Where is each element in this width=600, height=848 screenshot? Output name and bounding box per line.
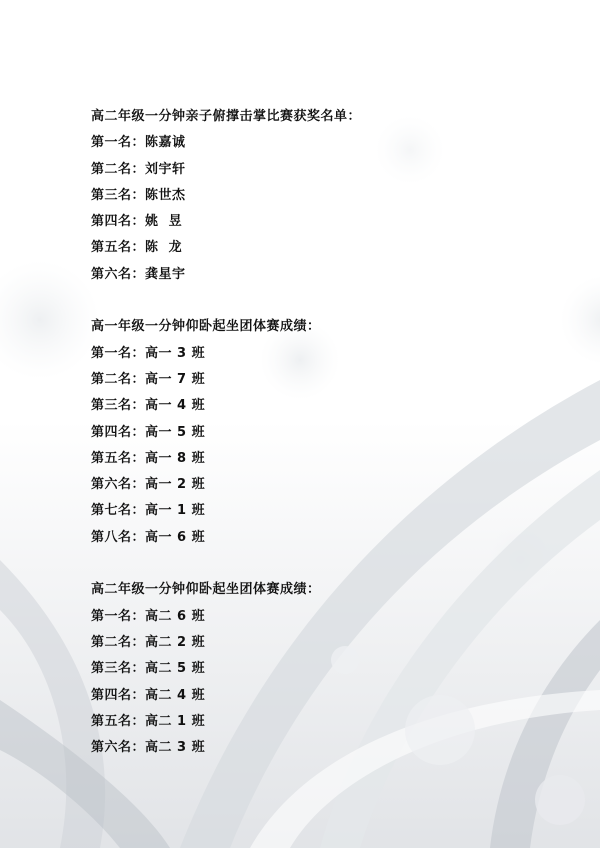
separator: ： (131, 608, 146, 624)
separator: ： (131, 477, 146, 493)
separator: ： (131, 161, 146, 177)
winner-name: 高一 5 班 (145, 424, 206, 440)
ranking-entry (91, 735, 361, 761)
ranking-entry (91, 393, 361, 419)
ranking-entry (91, 235, 361, 261)
rank-label: 第四名 (91, 687, 132, 703)
winner-name: 高二 2 班 (145, 634, 206, 650)
section-heading: 高二年级一分钟亲子俯撑击掌比赛获奖名单： (91, 109, 362, 124)
rank-label: 第三名 (91, 661, 132, 677)
separator: ： (131, 371, 146, 387)
ranking-entry (91, 472, 361, 498)
section-heading: 高二年级一分钟仰卧起坐团体赛成绩： (91, 582, 321, 598)
ranking-entry (91, 683, 361, 709)
winner-name: 高一 8 班 (145, 450, 206, 466)
winner-name: 高一 7 班 (145, 371, 206, 387)
ranking-entry (91, 367, 361, 393)
winner-name: 刘宇轩 (145, 161, 186, 177)
winner-name: 高二 5 班 (145, 661, 206, 677)
rank-label: 第七名 (91, 503, 132, 519)
ranking-entry (91, 341, 361, 367)
ranking-entry (91, 183, 361, 209)
winner-name: 陈 龙 (145, 240, 183, 256)
winner-name: 高一 4 班 (145, 398, 206, 414)
section-heading: 高一年级一分钟仰卧起坐团体赛成绩： (91, 319, 321, 335)
winner-name: 高二 6 班 (145, 608, 206, 624)
separator: ： (131, 135, 146, 151)
ranking-entry (91, 525, 361, 551)
winner-name: 高一 6 班 (145, 529, 206, 545)
rank-label: 第一名 (91, 135, 132, 151)
ranking-entry (91, 420, 361, 446)
separator: ： (131, 398, 146, 414)
separator: ： (131, 687, 146, 703)
rank-label: 第一名 (91, 345, 132, 361)
rank-label: 第八名 (91, 529, 132, 545)
separator: ： (131, 187, 146, 203)
winner-name: 陈世杰 (145, 187, 186, 203)
winner-name: 高一 2 班 (145, 477, 206, 493)
rank-label: 第二名 (91, 161, 132, 177)
ranking-entry (91, 130, 361, 156)
separator: ： (131, 266, 146, 282)
separator: ： (131, 713, 146, 729)
separator: ： (131, 503, 146, 519)
ranking-entry (91, 209, 361, 235)
separator: ： (131, 424, 146, 440)
rank-label: 第六名 (91, 740, 132, 756)
ranking-entry (91, 630, 361, 656)
separator: ： (131, 529, 146, 545)
separator: ： (131, 661, 146, 677)
winner-name: 陈嘉诚 (145, 135, 186, 151)
section-spacer (91, 551, 361, 577)
ranking-entry (91, 157, 361, 183)
ranking-entry (91, 656, 361, 682)
rank-label: 第三名 (91, 187, 132, 203)
ranking-entry (91, 709, 361, 735)
winner-name: 龚星宇 (145, 266, 186, 282)
separator: ： (131, 634, 146, 650)
winner-name: 高一 3 班 (145, 345, 206, 361)
winner-name: 高一 1 班 (145, 503, 206, 519)
ranking-entry (91, 498, 361, 524)
rank-label: 第一名 (91, 608, 132, 624)
result-section (91, 577, 361, 761)
ranking-entry (91, 262, 361, 288)
result-section (91, 104, 361, 288)
rank-label: 第五名 (91, 713, 132, 729)
award-list (91, 104, 361, 761)
rank-label: 第六名 (91, 477, 132, 493)
separator: ： (131, 450, 146, 466)
separator: ： (131, 345, 146, 361)
result-section (91, 314, 361, 551)
rank-label: 第四名 (91, 424, 132, 440)
ranking-entry (91, 604, 361, 630)
ranking-entry (91, 446, 361, 472)
rank-label: 第六名 (91, 266, 132, 282)
winner-name: 高二 3 班 (145, 740, 206, 756)
section-spacer (91, 288, 361, 314)
separator: ： (131, 214, 146, 230)
rank-label: 第三名 (91, 398, 132, 414)
rank-label: 第五名 (91, 240, 132, 256)
rank-label: 第二名 (91, 371, 132, 387)
rank-label: 第二名 (91, 634, 132, 650)
separator: ： (131, 740, 146, 756)
winner-name: 高二 1 班 (145, 713, 206, 729)
winner-name: 高二 4 班 (145, 687, 206, 703)
rank-label: 第五名 (91, 450, 132, 466)
rank-label: 第四名 (91, 214, 132, 230)
separator: ： (131, 240, 146, 256)
winner-name: 姚 昱 (145, 214, 183, 230)
